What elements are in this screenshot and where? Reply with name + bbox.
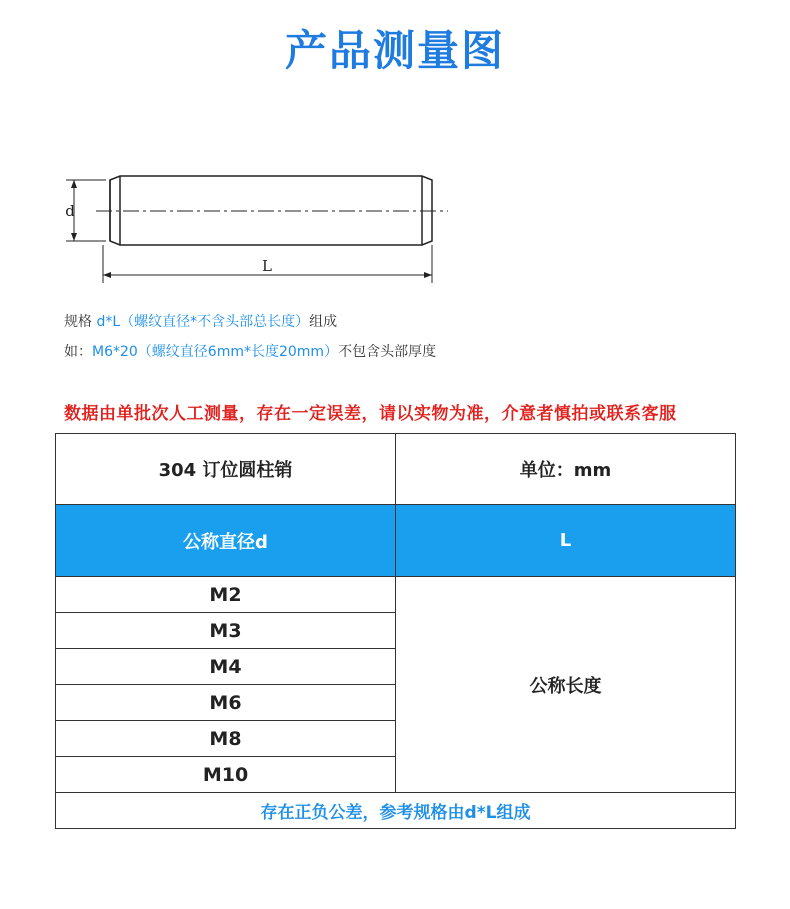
spec-format-prefix: 规格 bbox=[64, 314, 97, 330]
spec-example-prefix: 如： bbox=[64, 344, 92, 360]
page-title: 产品测量图 bbox=[284, 26, 505, 75]
d-label: d bbox=[65, 202, 75, 220]
l-arrow-right bbox=[424, 272, 432, 278]
l-label: L bbox=[262, 257, 272, 275]
spec-example-line bbox=[64, 341, 436, 361]
d-arrow-bottom bbox=[71, 233, 77, 241]
unit-cell: 单位：mm bbox=[396, 434, 735, 505]
pin-diagram bbox=[60, 165, 460, 285]
spec-format-suffix: 组成 bbox=[309, 314, 338, 330]
l-arrow-left bbox=[103, 272, 111, 278]
measurement-warning: 数据由单批次人工测量，存在一定误差，请以实物为准，介意者慎拍或联系客服 bbox=[64, 404, 677, 424]
table-row: M10 bbox=[56, 757, 396, 793]
size-table bbox=[55, 433, 736, 829]
spec-example-highlight: M6*20（螺纹直径6mm*长度20mm） bbox=[92, 344, 339, 360]
d-arrow-top bbox=[71, 180, 77, 188]
spec-example-suffix: 不包含头部厚度 bbox=[338, 344, 437, 360]
table-row: M4 bbox=[56, 649, 396, 685]
col-header-length: L bbox=[396, 505, 735, 577]
table-row: M6 bbox=[56, 685, 396, 721]
table-row: M2 bbox=[56, 577, 396, 613]
product-name-cell: 304 订位圆柱销 bbox=[56, 434, 396, 505]
tolerance-note: 存在正负公差，参考规格由d*L组成 bbox=[260, 803, 531, 823]
table-row: M3 bbox=[56, 613, 396, 649]
table-row: M8 bbox=[56, 721, 396, 757]
spec-format-line bbox=[64, 311, 337, 331]
spec-format-highlight: d*L（螺纹直径*不含头部总长度） bbox=[96, 314, 310, 330]
col-header-diameter: 公称直径d bbox=[56, 505, 396, 577]
nominal-length-cell: 公称长度 bbox=[396, 577, 735, 793]
